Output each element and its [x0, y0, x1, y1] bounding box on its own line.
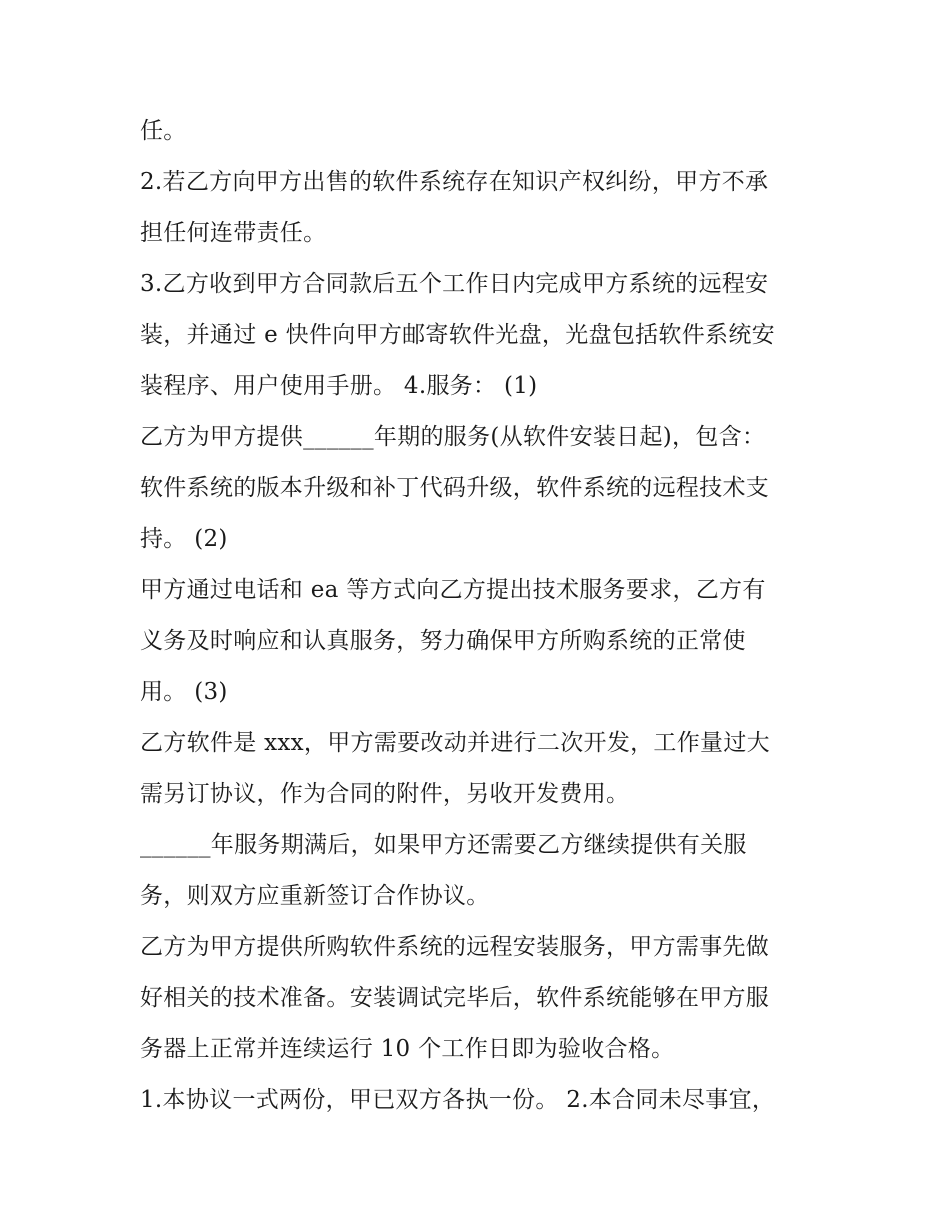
- text-line: 乙方为甲方提供所购软件系统的远程安装服务，甲方需事先做: [140, 934, 770, 960]
- text-line: 装，并通过 e 快件向甲方邮寄软件光盘，光盘包括软件系统安: [140, 322, 775, 348]
- text-line: 务，则双方应重新签订合作协议。: [140, 883, 490, 909]
- text-line: 好相关的技术准备。安装调试完毕后，软件系统能够在甲方服: [140, 985, 770, 1011]
- text-line: 需另订协议，作为合同的附件，另收开发费用。: [140, 781, 630, 807]
- text-line: 务器上正常并连续运行 10 个工作日即为验收合格。: [140, 1036, 675, 1062]
- text-line: 2.若乙方向甲方出售的软件系统存在知识产权纠纷，甲方不承: [140, 169, 769, 195]
- text-line: 用。 (3): [140, 679, 228, 705]
- text-line: 担任何连带责任。: [140, 220, 327, 246]
- text-line: ______年服务期满后，如果甲方还需要乙方继续提供有关服: [140, 832, 747, 858]
- text-line: 甲方通过电话和 ea 等方式向乙方提出技术服务要求，乙方有: [140, 577, 766, 603]
- text-line: 3.乙方收到甲方合同款后五个工作日内完成甲方系统的远程安: [140, 271, 769, 297]
- text-line: 软件系统的版本升级和补丁代码升级，软件系统的远程技术支: [140, 475, 770, 501]
- text-line: 装程序、用户使用手册。 4.服务： (1): [140, 373, 538, 399]
- text-line: 乙方软件是 xxx，甲方需要改动并进行二次开发，工作量过大: [140, 730, 770, 756]
- text-line: 任。: [140, 118, 187, 144]
- contract-text: [140, 106, 830, 1126]
- text-line: 1.本协议一式两份，甲已双方各执一份。 2.本合同未尽事宜，: [140, 1087, 776, 1113]
- text-line: 义务及时响应和认真服务，努力确保甲方所购系统的正常使: [140, 628, 746, 654]
- text-line: 乙方为甲方提供______年期的服务(从软件安装日起)，包含：: [140, 424, 766, 450]
- text-line: 持。 (2): [140, 526, 228, 552]
